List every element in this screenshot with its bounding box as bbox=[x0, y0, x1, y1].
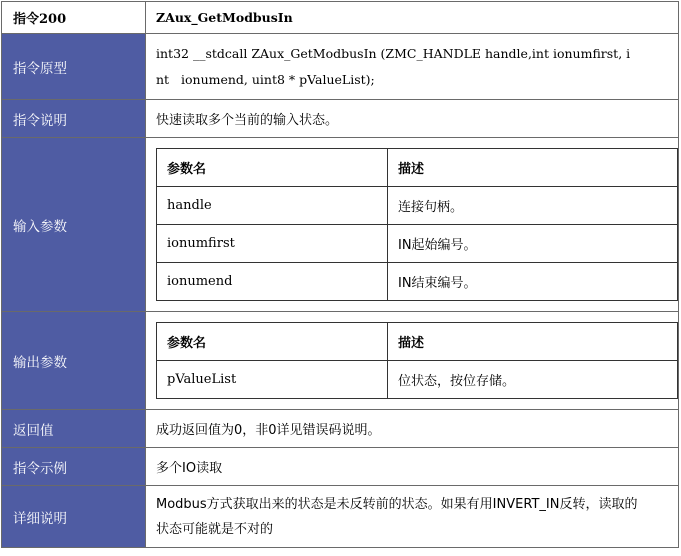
param-name: pValueList bbox=[157, 361, 388, 399]
details-line-1: Modbus方式获取出来的状态是未反转前的状态。如果有用INVERT_IN反转，读取的 bbox=[156, 496, 638, 512]
param-desc-header: 描述 bbox=[388, 323, 678, 361]
param-name: handle bbox=[157, 187, 388, 225]
param-name-header: 参数名 bbox=[157, 323, 388, 361]
return-value-text: 成功返回值为0，非0详见错误码说明。 bbox=[146, 410, 679, 448]
details-label: 详细说明 bbox=[2, 486, 146, 548]
details-text bbox=[146, 486, 679, 548]
input-params-header bbox=[157, 149, 678, 187]
param-name: ionumend bbox=[157, 263, 388, 301]
table-row bbox=[157, 361, 678, 399]
param-name-header: 参数名 bbox=[157, 149, 388, 187]
table-row bbox=[157, 187, 678, 225]
param-name: ionumfirst bbox=[157, 225, 388, 263]
description-label: 指令说明 bbox=[2, 100, 146, 138]
details-line-2: 状态可能就是不对的 bbox=[156, 521, 274, 537]
input-params-label: 输入参数 bbox=[2, 138, 146, 312]
description-value: 快速读取多个当前的输入状态。 bbox=[146, 100, 679, 138]
param-desc: 位状态，按位存储。 bbox=[388, 361, 678, 399]
param-desc-header: 描述 bbox=[388, 149, 678, 187]
details-row bbox=[2, 486, 679, 548]
example-text: 多个IO读取 bbox=[146, 448, 679, 486]
output-params-header bbox=[157, 323, 678, 361]
table-row bbox=[157, 225, 678, 263]
param-desc: IN结束编号。 bbox=[388, 263, 678, 301]
command-name: ZAux_GetModbusIn bbox=[146, 2, 679, 34]
param-desc: 连接句柄。 bbox=[388, 187, 678, 225]
output-params-label: 输出参数 bbox=[2, 312, 146, 410]
return-value-row bbox=[2, 410, 679, 448]
header-row bbox=[2, 2, 679, 34]
description-row bbox=[2, 100, 679, 138]
prototype-label: 指令原型 bbox=[2, 34, 146, 100]
prototype-row bbox=[2, 34, 679, 100]
input-params-row bbox=[2, 138, 679, 312]
param-desc: IN起始编号。 bbox=[388, 225, 678, 263]
prototype-value bbox=[146, 34, 679, 100]
table-row bbox=[157, 263, 678, 301]
main-table bbox=[1, 1, 679, 548]
prototype-line-1: int32 __stdcall ZAux_GetModbusIn (ZMC_HANDLE handle,int ionumfirst, i bbox=[156, 45, 631, 61]
return-value-label: 返回值 bbox=[2, 410, 146, 448]
output-params-table bbox=[156, 322, 678, 399]
output-params-row bbox=[2, 312, 679, 410]
command-doc-table bbox=[1, 1, 679, 548]
input-params-table bbox=[156, 148, 678, 301]
example-label: 指令示例 bbox=[2, 448, 146, 486]
example-row bbox=[2, 448, 679, 486]
command-number: 指令200 bbox=[2, 2, 146, 34]
input-params-cell bbox=[146, 138, 679, 312]
prototype-line-2: nt ionumend, uint8 * pValueList); bbox=[156, 71, 375, 87]
output-params-cell bbox=[146, 312, 679, 410]
